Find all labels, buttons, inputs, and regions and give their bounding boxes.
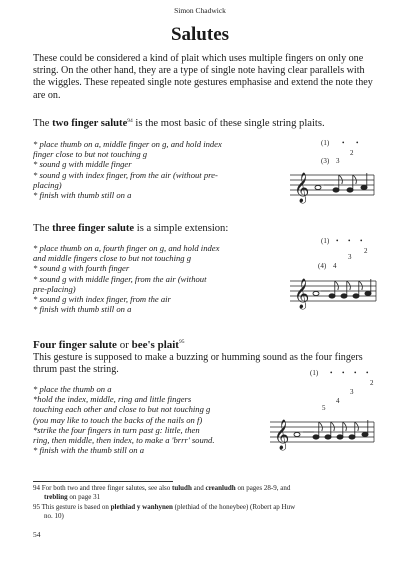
footnote-text: on pages 28-9, and — [235, 484, 291, 492]
fingering-annotation: 3 — [350, 388, 354, 396]
fingering-annotation: • — [330, 369, 333, 377]
footnote-ref-94: 94 — [127, 118, 133, 124]
footnote-term: creanludh — [205, 484, 236, 492]
footnote-text: This gesture is based on — [41, 503, 111, 511]
term-two-finger-salute: two finger salute — [52, 118, 128, 129]
step-line: * finish with thumb still on a — [33, 304, 132, 315]
footnote-number: 94 — [33, 484, 40, 492]
step-line: * finish with thumb still on a — [33, 190, 132, 201]
page-number: 54 — [33, 530, 41, 539]
step-line: *strike the four fingers in turn past g: little, then — [33, 424, 200, 435]
fingering-annotation: 5 — [322, 404, 326, 412]
two-finger-lead — [33, 118, 333, 129]
fingering-annotation: (3) — [321, 157, 330, 165]
footnote-text: on page 31 — [67, 493, 101, 501]
fingering-annotation: 3 — [336, 157, 340, 165]
footnote-text: For both two and three finger salutes, see also — [41, 484, 172, 492]
footnote-text: (plethiad of the honeybee) (Robert ap Huw — [172, 503, 296, 511]
music-notes — [313, 279, 371, 298]
step-line: and middle fingers close to but not touching g — [33, 253, 192, 264]
fingering-annotation: • — [354, 369, 357, 377]
step-line: * sound g with index finger, from the air — [33, 294, 171, 305]
three-finger-notation — [290, 233, 380, 313]
fingering-annotation: • — [342, 369, 345, 377]
fingering-annotation: 3 — [348, 253, 352, 261]
fingering-annotation: (4) — [318, 262, 327, 270]
footnote-text: no. 10) — [44, 512, 64, 520]
term-bees-plait: bee's plait — [131, 339, 179, 351]
four-finger-notation — [270, 366, 380, 456]
fingering-annotation: 2 — [350, 149, 354, 157]
step-line: placing) — [33, 179, 62, 190]
fingering-annotation: (1) — [321, 139, 330, 147]
footnote-95 — [33, 503, 373, 521]
fingering-annotation: • — [336, 237, 339, 245]
fingering-annotation: 2 — [364, 247, 368, 255]
step-line: *hold the index, middle, ring and little fingers — [33, 394, 192, 405]
intro-paragraph: These could be considered a kind of plait which uses multiple fingers on only one string. On the other hand, they are a type of single note having clear parallels with the wiggles. These repeated single note gestures emphasise and extend the note they are on. — [33, 53, 373, 101]
step-line: touching each other and close to but not touching g — [33, 404, 211, 415]
step-line: * place thumb on a, fourth finger on g, and hold index — [33, 243, 220, 253]
four-finger-steps — [33, 384, 215, 455]
step-line: finger close to but not touching g — [33, 149, 148, 160]
step-line: * sound g with middle finger — [33, 159, 132, 170]
step-line: * sound g with middle finger, from the air (without — [33, 273, 207, 284]
step-line: * finish with the thumb still on a — [33, 445, 145, 456]
footnote-text: and — [191, 484, 206, 492]
fingering-annotation: 2 — [370, 379, 374, 387]
treble-clef-icon: 𝄞 — [294, 279, 310, 309]
three-finger-steps — [33, 243, 219, 314]
lead-text: The — [33, 118, 50, 129]
fingering-annotation: • — [366, 369, 369, 377]
four-finger-heading — [33, 339, 184, 351]
footnote-term: trebling — [44, 493, 68, 501]
fingering-annotation: 4 — [336, 397, 340, 405]
two-finger-notation — [290, 135, 380, 210]
lead-text-post: is the most basic of these single string plaits. — [132, 118, 325, 129]
fingering-annotation: • — [356, 139, 359, 147]
fingering-annotation: (1) — [321, 237, 330, 245]
treble-clef-icon: 𝄞 — [294, 173, 310, 203]
two-finger-steps — [33, 139, 222, 200]
fingering-annotation: • — [342, 139, 345, 147]
term-three-finger-salute: three finger salute — [52, 223, 135, 234]
term-four-finger-salute: Four finger salute — [33, 339, 117, 351]
step-line: ring, then middle, then index, to make a 'brrr' sound. — [33, 435, 215, 446]
treble-clef-icon: 𝄞 — [274, 420, 290, 450]
three-finger-lead — [33, 223, 333, 234]
fingering-annotation: • — [360, 237, 363, 245]
music-notes — [294, 420, 368, 439]
step-line: * place the thumb on a — [33, 384, 112, 394]
lead-text: The — [33, 223, 50, 234]
fingering-annotation: 4 — [333, 262, 337, 270]
fingering-annotation: (1) — [310, 369, 319, 377]
step-line: * sound g with index finger, from the air (without pre- — [33, 169, 218, 180]
running-header: Simon Chadwick — [174, 6, 226, 15]
music-notes — [315, 173, 367, 192]
footnote-number: 95 — [33, 503, 40, 511]
page-title: Salutes — [170, 24, 230, 45]
step-line: (you may like to touch the backs of the nails on f) — [33, 414, 203, 425]
four-finger-description: This gesture is supposed to make a buzzing or humming sound as the four fingers thrum past the string. — [33, 352, 363, 376]
footnote-94 — [33, 484, 373, 502]
step-line: pre-placing) — [33, 283, 76, 294]
step-line: * sound g with fourth finger — [33, 263, 130, 274]
footnote-term: tuludh — [172, 484, 192, 492]
step-line: * place thumb on a, middle finger on g, and hold index — [33, 139, 222, 149]
footnote-term: plethiad y wanhynen — [110, 503, 173, 511]
footnote-rule — [33, 481, 173, 482]
footnote-ref-95: 95 — [178, 339, 185, 345]
fingering-annotation: • — [348, 237, 351, 245]
lead-text-post: is a simple extension: — [134, 223, 229, 234]
heading-or: or — [119, 339, 129, 351]
